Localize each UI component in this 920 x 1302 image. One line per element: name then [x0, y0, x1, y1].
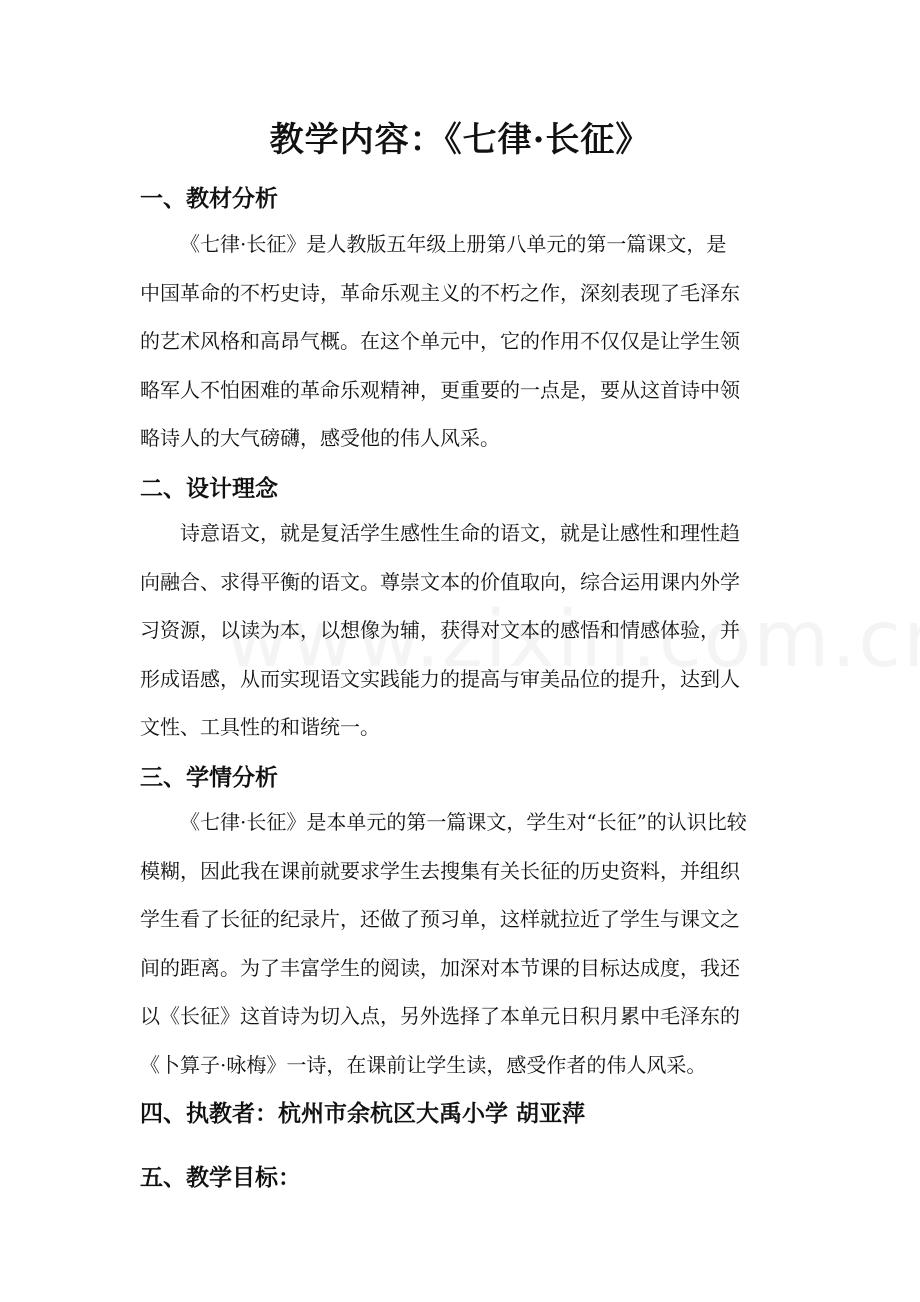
document-title: 教学内容：《七律·长征》: [269, 120, 651, 160]
section-heading-teacher: 四、执教者：杭州市余杭区大禹小学 胡亚萍: [140, 1100, 586, 1127]
section-heading-design: 二、设计理念: [140, 475, 278, 502]
paragraph-line: 以《长征》这首诗为切入点，另外选择了本单元日积月累中毛泽东的: [140, 1004, 740, 1028]
section-body-design: [140, 509, 790, 752]
section-body-students: [140, 798, 790, 1089]
paragraph-line: 的艺术风格和高昂气概。在这个单元中，它的作用不仅仅是让学生领: [140, 329, 740, 353]
paragraph-line: 形成语感，从而实现语文实践能力的提高与审美品位的提升，达到人: [140, 666, 740, 691]
paragraph-line: 诗意语文，就是复活学生感性生命的语文，就是让感性和理性趋: [180, 521, 740, 545]
paragraph-line: 《卜算子·咏梅》一诗，在课前让学生读，感受作者的伟人风采。: [140, 1052, 707, 1077]
paragraph-line: 略军人不怕困难的革命乐观精神，更重要的一点是，要从这首诗中领: [140, 377, 740, 402]
section-heading-objectives: 五、教学目标：: [140, 1164, 301, 1191]
paragraph-line: 文性、工具性的和谐统一。: [140, 715, 380, 739]
paragraph-line: 习资源，以读为本，以想像为辅，获得对文本的感悟和情感体验，并: [140, 618, 740, 642]
paragraph-line: 中国革命的不朽史诗，革命乐观主义的不朽之作，深刻表现了毛泽东: [140, 280, 740, 305]
section-heading-students: 三、学情分析: [140, 764, 278, 791]
paragraph-line: 学生看了长征的纪录片，还做了预习单，这样就拉近了学生与课文之: [140, 907, 740, 931]
section-body-materials: [140, 220, 790, 463]
paragraph-line: 向融合、求得平衡的语文。尊崇文本的价值取向，综合运用课内外学: [140, 569, 740, 594]
paragraph-line: 《七律·长征》是本单元的第一篇课文，学生对“长征”的认识比较: [180, 810, 747, 834]
section-heading-materials: 一、教材分析: [140, 185, 278, 212]
paragraph-line: 《七律·长征》是人教版五年级上册第八单元的第一篇课文，是: [180, 232, 727, 256]
paragraph-line: 间的距离。为了丰富学生的阅读，加深对本节课的目标达成度，我还: [140, 955, 740, 980]
paragraph-line: 略诗人的大气磅礴，感受他的伟人风采。: [140, 426, 500, 450]
paragraph-line: 模糊，因此我在课前就要求学生去搜集有关长征的历史资料，并组织: [140, 858, 740, 883]
